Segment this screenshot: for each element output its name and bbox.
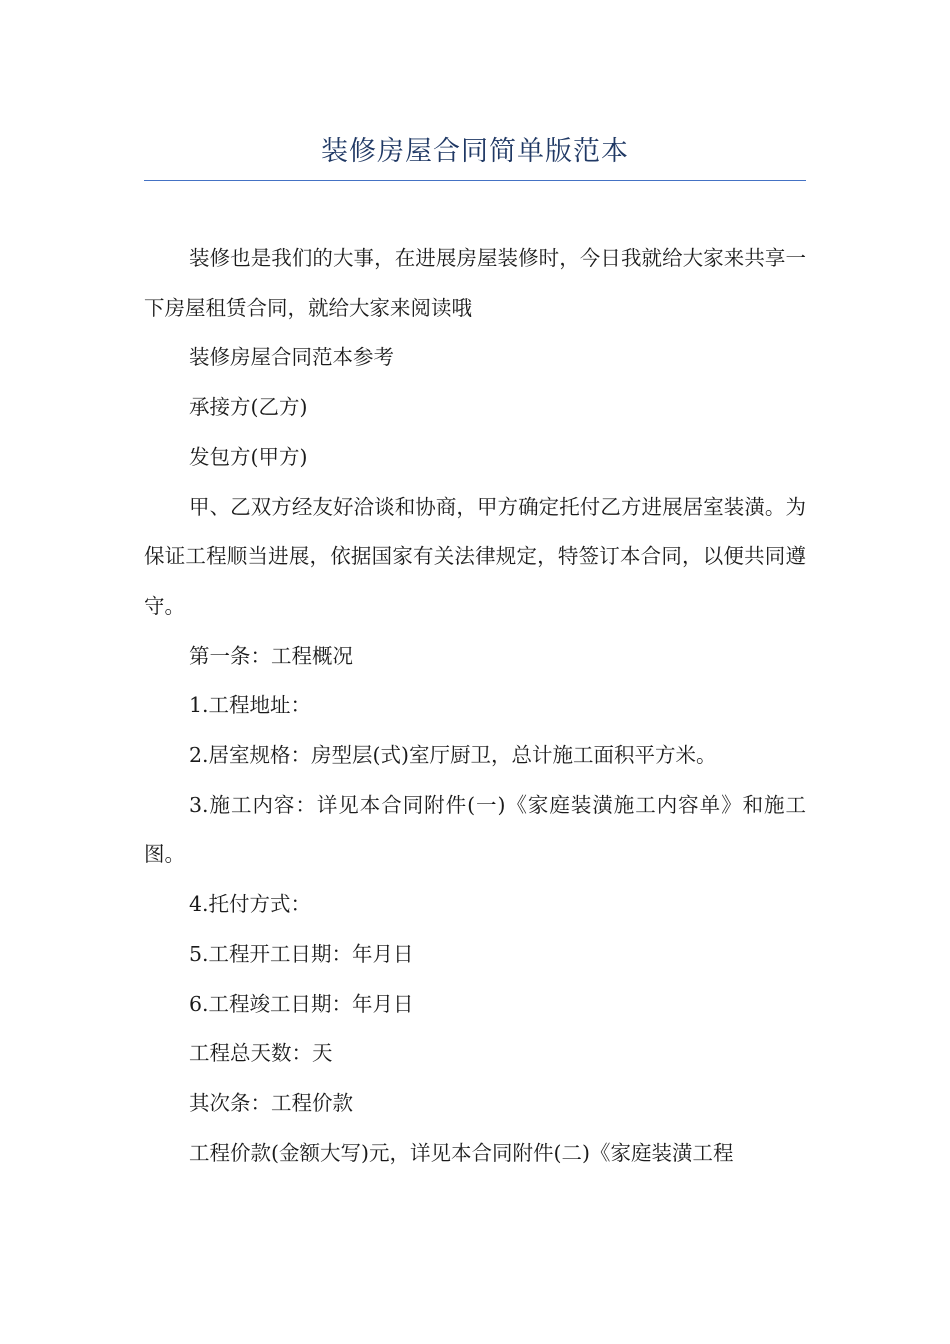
paragraph-heading-reference: 装修房屋合同范本参考: [189, 345, 394, 370]
paragraph-item-3: 3.施工内容：详见本合同附件(一)《家庭装潢施工内容单》和施工图。: [144, 792, 806, 867]
paragraph-item-6: 6.工程竣工日期：年月日: [189, 991, 414, 1016]
paragraph-intro: 装修也是我们的大事，在进展房屋装修时，今日我就给大家来共享一下房屋租赁合同，就给大家来阅读哦: [144, 246, 806, 320]
document-body: [144, 234, 806, 1178]
paragraph-client: 发包方(甲方): [189, 444, 308, 469]
paragraph-item-1: 1.工程地址：: [189, 693, 312, 718]
title-underline: [144, 180, 806, 181]
paragraph-price: 工程价款(金额大写)元，详见本合同附件(二)《家庭装潢工程: [189, 1140, 734, 1165]
paragraph-article-2: 其次条：工程价款: [189, 1090, 353, 1115]
paragraph-contractor: 承接方(乙方): [189, 395, 308, 420]
document-title: 装修房屋合同简单版范本: [321, 136, 629, 167]
paragraph-agreement: 甲、乙双方经友好洽谈和协商，甲方确定托付乙方进展居室装潢。为保证工程顺当进展，依据国家有关法律规定，特签订本合同，以便共同遵守。: [144, 494, 806, 618]
paragraph-item-5: 5.工程开工日期：年月日: [189, 941, 414, 966]
paragraph-total-days: 工程总天数：天: [189, 1041, 333, 1066]
paragraph-item-4: 4.托付方式：: [189, 892, 312, 917]
paragraph-article-1: 第一条：工程概况: [189, 643, 353, 668]
paragraph-item-2: 2.居室规格：房型层(式)室厅厨卫，总计施工面积平方米。: [189, 743, 717, 768]
